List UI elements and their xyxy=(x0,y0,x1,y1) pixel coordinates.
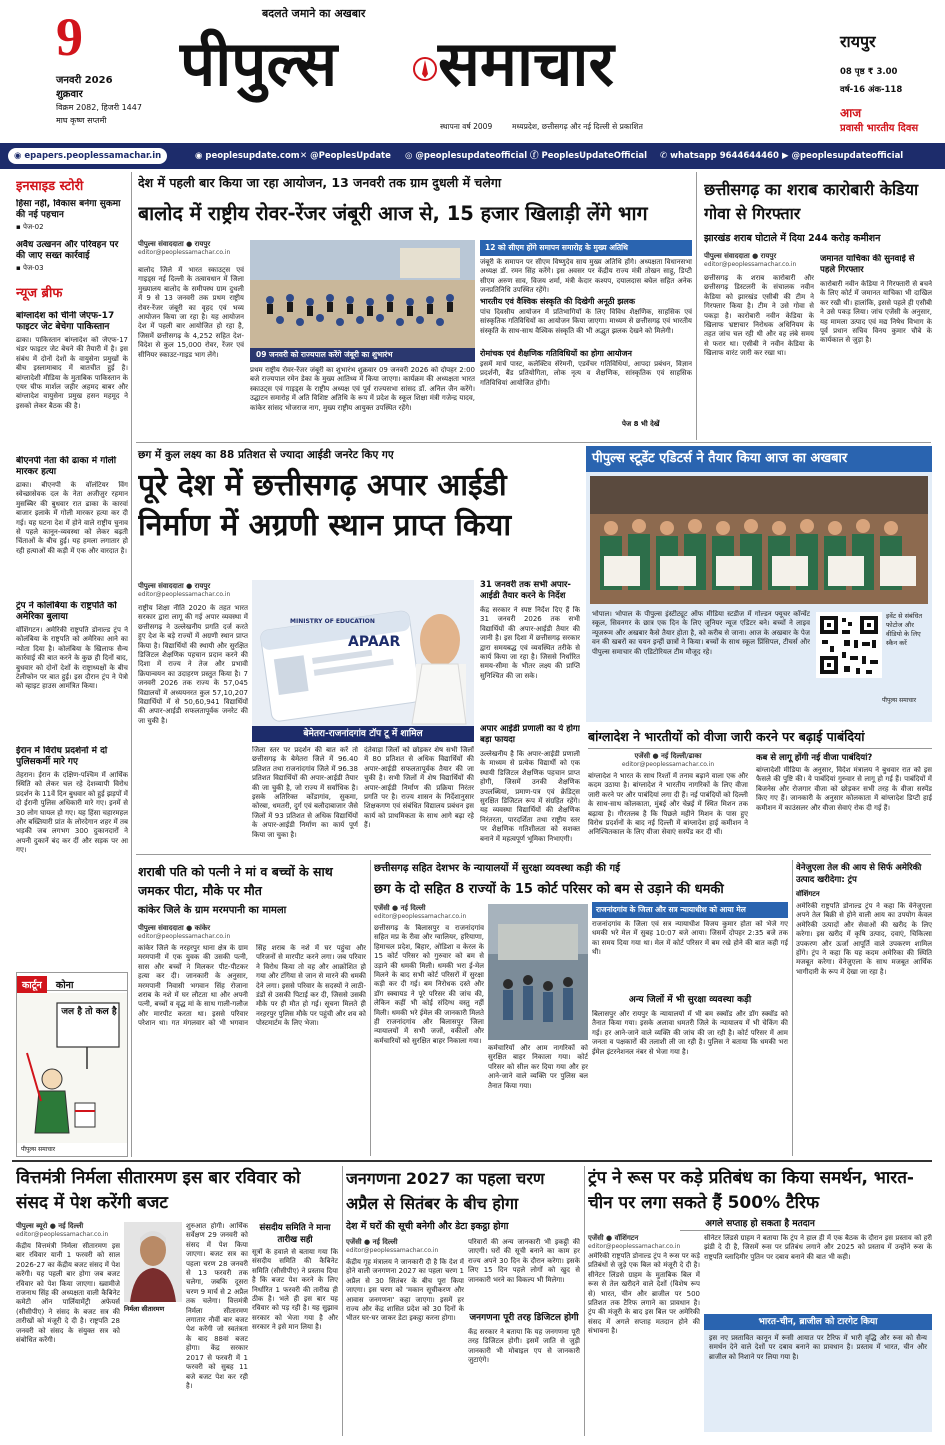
students-box xyxy=(586,446,932,722)
cartoon-sign: जल है तो कल है xyxy=(61,1007,117,1017)
year-issue: वर्ष-16 अंक-118 xyxy=(840,85,903,95)
apaar-benefit-text: उल्लेखनीय है कि अपार-आईडी प्रणाली के माध्यम से प्रत्येक विद्यार्थी को एक स्थायी डिजिटल शैक्षणिक पहचान प्राप्त होगी, जिसमें उनकी शैक्षणिक उपलब्धियां, प्रमाण-पत्र एवं क्रेडिट्स सुरक्षित डिजिटल रूप में संग्रहित रहेंगे। यह व्यवस्था विद्यार्थियों की शैक्षणिक निरंतरता, पारदर्शिता तथा राष्ट्रीय स्तर पर शैक्षणिक गतिशीलता को सशक्त बनाने में महत्वपूर्ण भूमिका निभाएगी। xyxy=(480,750,580,843)
bomb-byline-block xyxy=(374,904,484,920)
column-divider xyxy=(696,172,697,440)
whatsapp-icon: ✆ xyxy=(660,151,671,161)
apaar-photo xyxy=(252,580,474,742)
trump-box xyxy=(704,1314,932,1432)
trump-text-1: अमेरिकी राष्ट्रपति डोनाल्ड ट्रंप ने रूस पर कड़े प्रतिबंधों से जुड़े एक बिल को मंजूरी दे दी है। सीनेटर लिंडसे ग्राहम के मुताबिक बिल में रूस से तेल खरीदने वाले देशों (विशेष रूप से) भारत, चीन और ब्राजील पर 500 प्रतिशत तक टैरिफ लगाने का प्रावधान है। ट्रंप की मंजूरी के बाद इस बिल पर अमेरिकी संसद में अगले सप्ताह मतदान होने की संभावना है। xyxy=(588,1252,700,1336)
tagline: बदलते जमाने का अखबार xyxy=(262,7,366,20)
students-headline[interactable]: पीपुल्स स्टूडेंट एडिटर्स ने तैयार किया आज का अखबार xyxy=(586,446,932,472)
liquor-byline-block xyxy=(704,252,814,268)
paper-title xyxy=(180,14,650,124)
social-bar xyxy=(0,143,945,169)
lead-photo xyxy=(250,240,475,362)
lead-byline-block xyxy=(138,240,258,256)
activity-text: इसमें मार्च पास्ट, कलेक्टिव सेरेमनी, एडवेंचर गतिविधियां, आपदा प्रबंधन, विज्ञान प्रदर्शनी, बैंड प्रतियोगिता, लोक नृत्य व शैक्षणिक, सांस्कृतिक एवं साहसिक गतिविधियां आयोजित होंगी। xyxy=(480,360,692,387)
bomb-box2-text: बिलासपुर और रायपुर के न्यायालयों में भी बम स्क्वॉड और डॉग स्क्वॉड को तैनात किया गया। इसके अलावा धमतरी जिले के न्यायालय में भी चेकिंग की गई। हर आने-जाने वाले व्यक्ति की जांच की जा रही है। कोर्ट परिसर में आम जनता व पक्षकारों की तलाशी ली जा रही है। पुलिस ने बताया कि धमकी भरा ईमेल इंटरनेशनल नंबर से भेजा गया है। xyxy=(592,1010,788,1056)
bangladesh-byline-block xyxy=(588,752,748,768)
brief2-text: ढाका। बीएनपी के वॉलंटियर विंग स्वेच्छासेवक दल के नेता अजीजुर रहमान मुसब्बिर की बुधवार रात ढाका के कारवां बाजार इलाके में गोली मारकर हत्या कर दी गई। यह घटना देश में होने वाले राष्ट्रीय चुनाव से पहले कानून-व्यवस्था को लेकर बढ़ती चिंताओं के बीच हुई। यह हमला लगातार हो रही हत्याओं की कड़ी में एक और वारदात है। xyxy=(16,481,128,555)
budget-email: editor@peoplessamachar.co.in xyxy=(16,1231,109,1238)
aaj-event: प्रवासी भारतीय दिवस xyxy=(840,123,919,134)
lead-byline: पीपुल्स संवाददाता ● रायपुर xyxy=(138,240,211,248)
liquor-headline[interactable]: छत्तीसगढ़ का शराब कारोबारी केडिया गोवा से गिरफ्तार xyxy=(704,180,919,223)
apaar-deadline-title: 31 जनवरी तक सभी अपार-आईडी तैयार करने के निर्देश xyxy=(480,580,571,601)
bomb-photo-caption: कर्मचारियों और आम नागरिकों को सुरक्षित बाहर निकाला गया। कोर्ट परिसर को सील कर दिया गया और हर आने-जाने वाले व्यक्ति पर पुलिस बल तैनात किया गया। xyxy=(488,1044,588,1090)
trump-text-2: सीनेटर लिंडसे ग्राहम ने बताया कि ट्रंप ने हाल ही में एक बैठक के दौरान इस प्रस्ताव को हरी झंडी दे दी है, जिसमें रूस पर प्रतिबंध लगाने और 2025 को प्रस्ताव में उन्होंने रूस के राष्ट्रपति व्लादिमीर पुतिन पर दबाव बनाने की बात भी कही। xyxy=(704,1234,932,1261)
cartoon-corner xyxy=(16,972,128,1157)
inside1-page: ▪ पेज-02 xyxy=(16,223,44,231)
visa-sub-title: कब से लागू होंगी नई वीजा पाबंदियां? xyxy=(756,753,873,763)
apaar-byline: पीपुल्स संवाददाता ● रायपुर xyxy=(138,582,211,590)
aaj-label: आज xyxy=(840,106,862,120)
x-icon: ✕ xyxy=(300,151,311,161)
city: रायपुर xyxy=(840,32,876,51)
masthead xyxy=(0,0,945,140)
social-item-website[interactable]: ◉ peoplesupdate.com xyxy=(195,151,300,161)
drunk-email: editor@peoplessamachar.co.in xyxy=(138,933,231,940)
date-number: 9 xyxy=(56,7,83,67)
social-item-x[interactable]: ✕ @PeoplesUpdate xyxy=(300,151,391,161)
drunk-byline-block xyxy=(138,924,248,940)
bomb-email: editor@peoplessamachar.co.in xyxy=(374,913,467,920)
inside-story-title: इनसाइड स्टोरी xyxy=(16,179,84,194)
venezuela-byline: वॉशिंगटन xyxy=(796,890,820,898)
students-qr-credit: पीपुल्स समाचार xyxy=(882,697,917,704)
apaar-text-2: जिला स्तर पर प्रदर्शन की बात करें तो छत्तीसगढ़ के बेमेतरा जिले में 96.40 प्रतिशत तथा राजनांदगांव जिले में 96.38 प्रतिशत विद्यार्थियों की अपार-आईडी तैयार की जा चुकी है, जो राज्य में सर्वाधिक है। इसके अतिरिक्त कोंडागांव, सुकमा, कोरबा, धमतरी, दुर्ग एवं बलौदाबाजार जैसे जिलों में 93 प्रतिशत से अधिक विद्यार्थियों के अपार-आईडी निर्माण का कार्य पूर्ण किया जा चुका है। xyxy=(252,746,358,839)
inside2-page: ▪ पेज-03 xyxy=(16,264,44,272)
instagram-icon: ◎ xyxy=(405,151,416,161)
census-email: editor@peoplessamachar.co.in xyxy=(346,1247,439,1254)
lead-text-2: प्रथम राष्ट्रीय रोवर-रेंजर जंबूरी का शुभारंभ शुक्रवार 09 जनवरी 2026 को दोपहर 2:00 बजे राज्यपाल रमेन डेका के मुख्य आतिथ्य में किया जाएगा। कार्यक्रम की अध्यक्षता भारत स्काउट्स एवं गाइड्स के राष्ट्रीय अध्यक्ष एवं पूर्व राज्यसभा सांसद डॉ. अनिल जैन करेंगे। उद्घाटन समारोह में अति विशिष्ट अतिथि के रूप में प्रदेश के स्कूल शिक्षा मंत्री गजेन्द्र यादव, कांकेर सांसद भोजराज नाग, मुख्य राष्ट्रीय आयुक्त उपस्थित रहेंगे। xyxy=(250,366,475,412)
lead-email: editor@peoplessamachar.co.in xyxy=(138,249,231,256)
census-text: केंद्रीय गृह मंत्रालय ने जानकारी दी है कि देश में होने वाली जनगणना 2027 का पहला चरण 1 अप्रैल से 30 सितंबर के बीच पूरा किया जाएगा। इस चरण को 'मकान सूचीकरण और आवास जनगणना' कहा जाएगा। इसमें हर राज्य और केंद्र शासित प्रदेश को 30 दिनों के भीतर घर-घर जाकर डेटा इकट्ठा करना होगा। xyxy=(346,1258,464,1323)
apaar-card-label: APAAR xyxy=(348,634,401,650)
trump-headline[interactable]: ट्रंप ने रूस पर कड़े प्रतिबंध का किया समर्थन, भारत-चीन पर लगा सकते हैं 500% टैरिफ xyxy=(588,1168,914,1213)
census-digital-title: जनगणना पूरी तरह डिजिटल होगी xyxy=(469,1313,579,1323)
apaar-benefit-title: अपार आईडी प्रणाली का ये होगा बड़ा फायदा xyxy=(480,724,580,745)
bangladesh-email: editor@peoplessamachar.co.in xyxy=(621,761,715,768)
apaar-email: editor@peoplessamachar.co.in xyxy=(138,591,231,598)
column-divider xyxy=(370,860,371,1156)
bomb-byline: एजेंसी ● नई दिल्ली xyxy=(374,904,426,912)
drunk-byline: पीपुल्स संवाददाता ● कांकेर xyxy=(138,924,211,932)
students-qr-text: इवेंट से संबंधित फोटोज और वीडियो के लिए स्कैन करें xyxy=(886,612,923,647)
census-byline: एजेंसी ● नई दिल्ली xyxy=(346,1238,398,1246)
trump-sub: अगले सप्ताह हो सकता है मतदान xyxy=(680,1218,840,1231)
section-divider xyxy=(136,442,931,443)
inside2-title[interactable]: अवैध उत्खनन और परिवहन पर की जाए सख्त कार्रवाई xyxy=(16,240,119,261)
budget-photo-caption: निर्मला सीतारमण xyxy=(124,1305,165,1313)
brief3-title[interactable]: ट्रंप ने कोलंबिया के राष्ट्रपति को अमेरिका बुलाया xyxy=(16,601,117,622)
census-digital-text: केंद्र सरकार ने बताया कि यह जनगणना पूरी तरह डिजिटल होगी। इसमें जाति से जुड़ी जानकारी भी मोबाइल एप से जानकारी जुटाएंगे। xyxy=(468,1328,580,1365)
census-digital-box xyxy=(468,1312,580,1432)
apaar-byline-block xyxy=(138,582,248,598)
students-photo xyxy=(590,476,928,604)
cartoon-header xyxy=(17,973,127,991)
pages-price: 08 पृष्ठ ₹ 3.00 xyxy=(840,67,898,77)
lead-headline[interactable]: बालोद में राष्ट्रीय रोवर-रेंजर जंबूरी आज से, 15 हजार खिलाड़ी लेंगे भाग xyxy=(138,202,648,225)
census-text-2: परिवारों की अन्य जानकारी भी इकट्ठी की जाएगी। घरों की सूची बनाने का काम हर राज्य अपने 30 दिन के दौरान करेगा। इसके लिए 15 दिन पहले लोगों को खुद से जानकारी भरने का विकल्प भी मिलेगा। xyxy=(468,1238,580,1284)
court-photo xyxy=(488,904,588,1040)
tithi: माघ कृष्ण सप्तमी xyxy=(56,116,107,125)
news-brief-title: न्यूज ब्रीफ xyxy=(16,286,63,301)
lead-more[interactable]: पेज 8 भी देखें xyxy=(622,420,660,428)
budget-byline: पीपुल्स ब्यूरो ● नई दिल्ली xyxy=(16,1222,84,1230)
logo-emblem-icon xyxy=(412,54,438,84)
column-divider xyxy=(131,172,132,1157)
bangladesh-byline: एजेंसी ● नई दिल्ली/ढाका xyxy=(634,752,702,760)
inside1-title[interactable]: हिंसा नहीं, विकास बनेगा सुकमा की नई पहचान xyxy=(16,199,121,220)
bomb-box xyxy=(592,902,788,918)
apaar-text-3: दंतेवाड़ा जिलों को छोड़कर शेष सभी जिलों में 80 प्रतिशत से अधिक विद्यार्थियों की अपार-आईडी सफलतापूर्वक तैयार की जा चुकी है। सभी जिलों में शेष विद्यार्थियों की अपार-आईडी निर्माण की प्रक्रिया निरंतर प्रगति पर है। राज्य शासन के निर्देशानुसार शिक्षकगण एवं संबंधित विद्यालय प्रबंधन इस कार्य को प्राथमिकता के साथ आगे बढ़ा रहे हैं। xyxy=(364,746,474,830)
students-caption: भोपाल। भोपाल के पीपुल्स इंस्टीट्यूट ऑफ मीडिया स्टडीज में गोल्डन फ्यूचर कॉन्वेंट स्कूल, सिवनगर के छात्र एक दिन के लिए जूनियर न्यूज एडिटर बने। बच्चों ने लाइव न्यूजरूम और अखबार कैसे तैयार होता है, को करीब से जाना। आज के अखबार के पेज वन की खबरों का चयन इन्हीं छात्रों ने किया। बच्चों के साथ स्कूल प्रिंसिपल, टीचर्स और पीपुल्स समाचार की एडिटोरियल टीम मौजूद रहे। xyxy=(592,610,810,656)
social-item-facebook[interactable]: ⓕ PeoplesUpdateOfficial xyxy=(530,151,648,161)
trump-box-text: इस नए प्रस्तावित कानून में रूसी आयात पर टैरिफ में भारी वृद्धि और रूस को सैन्य समर्थन देने वाले देशों पर दबाव बनाने का प्रावधान है। प्रस्ताव में भारत, चीन और ब्राजील को निशाने पर लिया गया है। xyxy=(709,1334,927,1361)
qr-code-icon xyxy=(816,612,882,678)
activity-title: रोमांचक एवं शैक्षणिक गतिविधियों का होगा आयोजन xyxy=(480,349,632,358)
venezuela-headline[interactable]: वेनेजुएला तेल की आय से सिर्फ अमेरिकी उत्पाद खरीदेगा: ट्रंप xyxy=(796,863,922,885)
apaar-headline[interactable]: पूरे देश में छत्तीसगढ़ अपार आईडी निर्माण में अग्रणी स्थान प्राप्त किया xyxy=(138,468,512,543)
regions: मध्यप्रदेश, छत्तीसगढ़ और नई दिल्ली से प्रकाशित xyxy=(512,122,643,131)
lead-kicker: देश में पहली बार किया जा रहा आयोजन, 13 जनवरी तक ग्राम दुधली में चलेगा xyxy=(138,175,502,190)
bail-text: कारोबारी नवीन केडिया ने गिरफ्तारी से बचने के लिए कोर्ट में जमानत याचिका भी दाखिल कर रखी थी। हालांकि, इससे पहले ही एसीबी ने उसे पकड़ लिया। जांच एजेंसी के अनुसार, यह मामला उत्पाद एवं मद्य निषेध विभाग के पूर्व प्रधान सचिव विनय कुमार चौबे के कार्यकाल से जुड़ा है। xyxy=(820,280,932,345)
census-sub: देश में घरों की सूची बनेगी और डेटा इकट्ठा होगा xyxy=(346,1221,509,1232)
budget-committee-title-visible: संसदीय समिति ने माना तारीख सही xyxy=(259,1223,331,1245)
brief4-text: तेहरान। ईरान के दक्षिण-पश्चिम में आर्थिक स्थिति को लेकर चल रहे देशव्यापी विरोध प्रदर्शन के 11वें दिन बुधवार को हुई झड़पों में दो ईरानी पुलिस अधिकारी मारे गए। इनमें से 30 लोग घायल हो गए। यह हिंसा चहारमहल और बख्तियारी प्रांत के लोरदेगान शहर में तब भड़की जब लगभग 300 दुकानदारों ने अपनी दुकानें बंद कर दीं और सड़क पर आ गए। xyxy=(16,771,128,855)
venezuela-text: अमेरिकी राष्ट्रपति डोनाल्ड ट्रंप ने कहा कि वेनेजुएला अपने तेल बिक्री से होने वाली आय का उपयोग केवल अमेरिकी उत्पादों और सेवाओं की खरीद के लिए करेगा। इस खरीद में कृषि उत्पाद, दवाएं, चिकित्सा उपकरण और ऊर्जा आपूर्ति वाले उपकरण शामिल होंगे। ट्रंप ने कहा कि यह कदम अमेरिका की स्थिति मजबूत करेगा। वेनेजुएला के साथ मजबूत आर्थिक भागीदारी के रूप में देखा जा रहा है। xyxy=(796,902,932,976)
section-divider xyxy=(588,748,932,749)
weekday: शुक्रवार xyxy=(56,89,83,100)
bomb-box2-title: अन्य जिलों में भी सुरक्षा व्यवस्था कड़ी xyxy=(628,995,752,1005)
cartoon-label: कार्टून xyxy=(17,976,47,993)
budget-text-2: शुरुआत होगी। आर्थिक सर्वेक्षण 29 जनवरी को संसद में पेश किया जाएगा। बजट सत्र का पहला चरण 28 जनवरी से 13 फरवरी तक चलेगा, जबकि दूसरा चरण 9 मार्च से 2 अप्रैल तक चलेगा। वित्तमंत्री निर्मला सीतारमण लगातार नौवीं बार बजट पेश करेंगी जो स्वतंत्रता के बाद 88वां बजट होगा। केंद्र सरकार 2017 से फरवरी में 1 फरवरी को सुबह 11 बजे बजट पेश कर रही है। xyxy=(186,1222,248,1390)
apaar-photo-caption: बेमेतरा-राजनांदगांव टॉप टू में शामिल xyxy=(252,726,474,742)
cm-box xyxy=(480,240,692,256)
bomb-text: छत्तीसगढ़ के बिलासपुर व राजनांदगांव सहित मप्र के रीवा और ग्वालियर, हरियाणा, हिमाचल प्रदेश, बिहार, ओडिशा व केरल के 15 कोर्ट परिसर को गुरुवार को बम से उड़ाने की धमकी मिली। धमकी भरा ई-मेल मिलने के बाद सभी कोर्ट परिसरों में सुरक्षा कड़ी कर दी गई। बम निरोधक दस्ते और डॉग स्क्वायड ने पूरे परिसर की जांच की, लेकिन कहीं भी कोई संदिग्ध वस्तु नहीं मिली। धमकी भरे ईमेल की जानकारी मिलते ही राजनांदगांव और बिलासपुर जिला न्यायालयों में सभी जजों, वकीलों और कर्मचारियों को सुरक्षित बाहर निकाला गया। xyxy=(374,924,484,1045)
trump-byline-block xyxy=(588,1234,700,1250)
bomb-photo xyxy=(488,904,588,1040)
social-item-instagram[interactable]: ◎ @peoplesupdateofficial xyxy=(405,151,528,161)
culture-title: भारतीय एवं वैश्विक संस्कृति की दिखेगी अनूठी झलक xyxy=(480,297,635,306)
social-item-epaper[interactable]: ◉ epapers.peoplessamachar.in xyxy=(8,148,167,164)
title-left: पीपुल्स xyxy=(180,27,338,100)
bangladesh-text: बांग्लादेश ने भारत के साथ रिश्तों में तनाव बढ़ाने वाला एक और कदम उठाया है। बांग्लादेश ने भारतीय नागरिकों के लिए वीजा जारी करने पर और पाबंदियां लगा दी हैं। नई पाबंदियों को दिल्ली के साथ-साथ कोलकाता, मुंबई और चेन्नई में स्थित मिशन तक बढ़ाया है। गौरतलब है कि पिछले महीने मिशन के पास हुए विरोध प्रदर्शनों के बाद नई दिल्ली में बांग्लादेश हाई कमीशन ने अनिश्चितकाल के लिए वीजा सेवाएं सस्पेंड कर दी थीं। xyxy=(588,772,748,837)
brief1-title[interactable]: बांग्लादेश को चीनी जेएफ-17 फाइटर जेट बेचेगा पाकिस्तान xyxy=(16,311,115,332)
liquor-text: छत्तीसगढ़ के शराब कारोबारी और छत्तीसगढ़ डिस्टलरी के संचालक नवीन केडिया को झारखंड एसीबी की टीम ने गिरफ्तार किया है। टीम ने उसे गोवा से पकड़ा है। कारोबारी नवीन केडिया के खिलाफ भ्रष्टाचार निरोधक अधिनियम के तहत जांच चल रही थी और वह लंबे समय से फरार था। एसीबी ने नवीन केडिया के खिलाफ वारंट जारी कर रखा था। xyxy=(704,274,814,358)
lead-photo-caption: 09 जनवरी को राज्यपाल करेंगे जंबूरी का शुभारंभ xyxy=(250,348,475,362)
date-line: जनवरी 2026 xyxy=(56,75,113,86)
budget-text-1: केंद्रीय वित्तमंत्री निर्मला सीतारमण इस बार रविवार यानी 1 फरवरी को साल 2026-27 का केंद्रीय बजट संसद में पेश करेंगी। यह पहली बार होगा जब बजट रविवार को पेश किया जाएगा। ख्वामीजे राजनाथ सिंह की अध्यक्षता वाली कैबिनेट कमेटी ऑन पार्लियामेंट्री अफेयर्स (सीसीपीए) ने संसद के बजट सत्र की तारीखों को मंजूरी दे दी है। राष्ट्रपति 28 जनवरी को संसद के संयुक्त सत्र को संबोधित करेंगी। xyxy=(16,1242,120,1345)
cartoon-corner-label: कोना xyxy=(55,980,74,991)
globe-icon: ◉ xyxy=(14,151,25,161)
apaar-text-1: राष्ट्रीय शिक्षा नीति 2020 के तहत भारत सरकार द्वारा लागू की गई अपार व्यवस्था में छत्तीसगढ़ ने उल्लेखनीय प्रगति दर्ज करते हुए देश के बड़े राज्यों में अग्रणी स्थान प्राप्त किया है। विद्यार्थियों की स्थायी और सुरक्षित डिजिटल शैक्षणिक पहचान प्रदान करने की दिशा में राज्य ने तेज और प्रभावी क्रियान्वयन का उदाहरण प्रस्तुत किया है। 7 जनवरी 2026 तक राज्य के 57,045 विद्यालयों में अध्ययनरत कुल 57,10,207 विद्यार्थियों में से 50,60,941 विद्यार्थियों की अपार-आईडी सफलतापूर्वक जनरेट की जा चुकी है। xyxy=(138,604,248,725)
cm-box-title: 12 को सीएम होंगे समापन समारोह के मुख्य अतिथि xyxy=(485,243,628,252)
apaar-card-photo xyxy=(252,580,474,742)
trump-byline: एजेंसी ● वॉशिंगटन xyxy=(588,1234,639,1242)
established: स्थापना वर्ष 2009 xyxy=(440,122,493,131)
section-divider-thick xyxy=(12,1160,932,1162)
drunk-headline[interactable]: शराबी पति को पत्नी ने मां व बच्चों के साथ जमकर पीटा, मौके पर मौत xyxy=(138,864,333,898)
jamboree-photo xyxy=(250,240,475,362)
cm-text: जंबूरी के समापन पर सीएम विष्णुदेव साय मुख्य अतिथि होंगे। अध्यक्षता विधानसभा अध्यक्ष डॉ. रमन सिंह करेंगे। इस अवसर पर केंद्रीय राज्य मंत्री तोखन साहू, डिप्टी सीएम अरुण साव, विजय शर्मा, मंत्री केदार कश्यप, दयालदास बघेल सहित अनेक जनप्रतिनिधि उपस्थित रहेंगे। xyxy=(480,258,692,295)
samvat: विक्रम 2082, हिजरी 1447 xyxy=(56,103,142,112)
trump-box-title: भारत-चीन, ब्राजील को टारगेट किया xyxy=(704,1314,932,1330)
trump-email: editor@peoplessamachar.co.in xyxy=(588,1243,681,1250)
liquor-email: editor@peoplessamachar.co.in xyxy=(704,261,797,268)
census-byline-block xyxy=(346,1238,464,1254)
bomb-box-text: राजनांदगांव के जिला एवं सत्र न्यायाधीश विजय कुमार होता को भेजे गए धमकी भरे मेल में सुबह 10:07 बजे आया। जिसमें दोपहर 2:35 बजे तक का समय दिया गया था। मेल में कोर्ट परिसर में बम रखे होने की बात कही गई थी। xyxy=(592,920,788,957)
social-item-youtube[interactable]: ▶ @peoplesupdateofficial xyxy=(782,151,904,161)
census-headline[interactable]: जनगणना 2027 का पहला चरण अप्रैल से सितंबर के बीच होगा xyxy=(346,1169,545,1213)
column-divider xyxy=(792,860,793,1156)
culture-text: पांच दिवसीय आयोजन में प्रतिभागियों के लिए विविध शैक्षणिक, साहसिक एवं सांस्कृतिक गतिविधियों का आयोजन किया जाएगा। माध्यम से छत्तीसगढ़ एवं भारतीय संस्कृति के साथ-साथ वैश्विक संस्कृति की भी अद्भुत झलक देखने को मिलेगी। xyxy=(480,308,692,335)
budget-byline-block xyxy=(16,1222,120,1238)
budget-headline[interactable]: वित्तमंत्री निर्मला सीतारमण इस बार रविवार को संसद में पेश करेंगी बजट xyxy=(16,1168,301,1213)
globe-icon: ◉ xyxy=(195,151,206,161)
sitharaman-photo xyxy=(124,1222,182,1302)
budget-committee-text: सूत्रों के हवाले से बताया गया कि संसदीय समिति की कैबिनेट समिति (सीसीपीए) ने प्रस्ताव दिया है कि बजट पेश करने के लिए निर्धारित 1 फरवरी की तारीख ही ठीक है। भले ही इस बार यह रविवार को पड़ रही है। यह सुझाव सरकार को भेजा गया है और सरकार ने इसे मान लिया है। xyxy=(252,1248,338,1332)
section-divider xyxy=(136,854,931,855)
liquor-byline: पीपुल्स संवाददाता ● रायपुर xyxy=(704,252,777,260)
apaar-kicker: छग में कुल लक्ष्य का 88 प्रतिशत से ज्यादा आईडी जनरेट किए गए xyxy=(138,449,394,461)
column-divider xyxy=(584,1166,585,1436)
budget-text-3 xyxy=(124,1314,184,1432)
bomb-headline[interactable]: छग के दो सहित 8 राज्यों के 15 कोर्ट परिसर को बम से उड़ाने की धमकी xyxy=(374,882,724,897)
budget-photo xyxy=(124,1222,182,1302)
bangladesh-headline[interactable]: बांग्लादेश ने भारतीयों को वीजा जारी करने पर बढ़ाई पाबंदियां xyxy=(588,729,865,744)
lead-text-1: बालोद जिले में भारत स्काउट्स एवं गाइड्स नई दिल्ली के तत्वावधान में जिला मुख्यालय बालोद के समीपस्थ ग्राम दुधली में 9 से 13 जनवरी तक प्रथम राष्ट्रीय रोवर-रेंजर जंबूरी का वृहद एवं भव्य आयोजन किया जा रहा है। यह आयोजन देश में पहली बार आयोजित हो रहा है, जिसमें छत्तीसगढ़ के 4,252 सहित देश-विदेश से कुल 15,000 रोवर, रेंजर एवं सीनियर स्काउट-गाइड भाग लेंगे। xyxy=(138,266,244,359)
visa-sub-text: बांग्लादेशी मीडिया के अनुसार, विदेश मंत्रालय ने बुधवार रात को इस फैसले की पुष्टि की। ये पाबंदियां गुरुवार से लागू हो गई हैं। पाबंदियों में बिजनेस और रोजगार वीजा को छोड़कर सभी तरह के वीजा सस्पेंड किए गए हैं। जानकारी के अनुसार कोलकाता में बांग्लादेश डिप्टी हाई कमीशन में काउंसलर और वीजा सेवाएं रोक दी गई हैं। xyxy=(756,766,932,812)
apaar-deadline-text: केंद्र सरकार ने स्पष्ट निर्देश दिए हैं कि 31 जनवरी 2026 तक सभी विद्यार्थियों की अपार-आईडी तैयार की जानी है। इस दिशा में छत्तीसगढ़ सरकार द्वारा समयबद्ध एवं व्यवस्थित तरीके से कार्य किया जा रहा है। जिससे निर्धारित समय-सीमा के भीतर लक्ष्य की प्राप्ति सुनिश्चित की जा सके। xyxy=(480,606,580,680)
bomb-box-title: राजनांदगांव के जिला और सत्र न्यायाधीश को आया मेल xyxy=(596,905,746,914)
students-qr[interactable] xyxy=(816,612,882,678)
cartoon-credit: पीपुल्स समाचार xyxy=(21,1146,56,1153)
drunk-text: कांकेर जिले के नरहरपुर थाना क्षेत्र के ग्राम मरमपानी में एक युवक की उसकी पत्नी, सास और बच्चों ने मिलकर पीट-पीटकर हत्या कर दी। जानकारी के अनुसार, मरमपानी निवासी भगवान सिंह रोजाना शराब के नशे में घर लौटता था और अपनी पत्नी, बच्चों व वृद्ध मां के साथ गाली-गलौज और मारपीट करता था। इससे परिवार परेशान था। गत मंगलवार को भी भगवान सिंह शराब के नशे में घर पहुंचा और परिजनों से मारपीट करने लगा। जब परिवार ने विरोध किया तो वह और आक्रोशित हो गया और टंगिया से जान से मारने की धमकी देने लगा। इससे परिवार के सदस्यों ने लाठी-डंडों से उसकी पिटाई कर दी, जिससे उसकी मौके पर ही मौत हो गई। सूचना मिलते ही नरहरपुर पुलिस मौके पर पहुंची और शव को पोस्टमार्टम के लिए भेजा। xyxy=(138,944,366,1028)
brief2-title[interactable]: बीएनपी नेता की ढाका में गोली मारकर हत्या xyxy=(16,456,117,477)
apaar-card-ministry: MINISTRY OF EDUCATION xyxy=(290,618,375,625)
bail-title: जमानत याचिका की सुनवाई से पहले गिरफ्तार xyxy=(820,254,915,275)
brief1-text: ढाका। पाकिस्तान बांग्लादेश को जेएफ-17 थंडर फाइटर जेट बेचने की तैयारी में है। इस संबंध में दोनों देशों के वायुसेना प्रमुखों के बीच इस्लामाबाद में बातचीत हुई है। बांग्लादेशी मीडिया के मुताबिक पाकिस्तान के एयर चीफ मार्शल जहीर अहमद बाबर और बांग्लादेश वायुसेना प्रमुख हसन महमूद ने इसको लेकर बैठक की है। xyxy=(16,336,128,410)
column-divider xyxy=(342,1166,343,1436)
liquor-sub: झारखंड शराब घोटाले में दिया 244 करोड़ कमीशन xyxy=(704,233,881,244)
brief4-title[interactable]: ईरान में विरोध प्रदर्शनों में दो पुलिसकर्मी मारे गए xyxy=(16,746,108,767)
facebook-icon: ⓕ xyxy=(530,151,542,161)
brief3-text: वॉशिंगटन। अमेरिकी राष्ट्रपति डोनाल्ड ट्रंप ने कोलंबिया के राष्ट्रपति को अमेरिका आने का न्योता दिया है। कोलंबिया के खिलाफ सैन्य कार्रवाई की बात करने के कुछ ही दिनों बाद, बुधवार को दोनों देशों के राष्ट्राध्यक्षों के बीच टेलीफोन पर बात हुई। इस दौरान ट्रंप ने पेत्रो को व्हाइट हाउस आमंत्रित किया। xyxy=(16,626,128,691)
bomb-kicker: छत्तीसगढ़ सहित देशभर के न्यायालयों में सुरक्षा व्यवस्था कड़ी की गई xyxy=(374,863,620,874)
title-right: समाचार xyxy=(438,27,614,100)
drunk-sub: कांकेर जिले के ग्राम मरमपानी का मामला xyxy=(138,905,287,916)
social-item-whatsapp[interactable]: ✆ whatsapp 9644644460 xyxy=(660,151,779,161)
youtube-icon: ▶ xyxy=(782,151,792,161)
